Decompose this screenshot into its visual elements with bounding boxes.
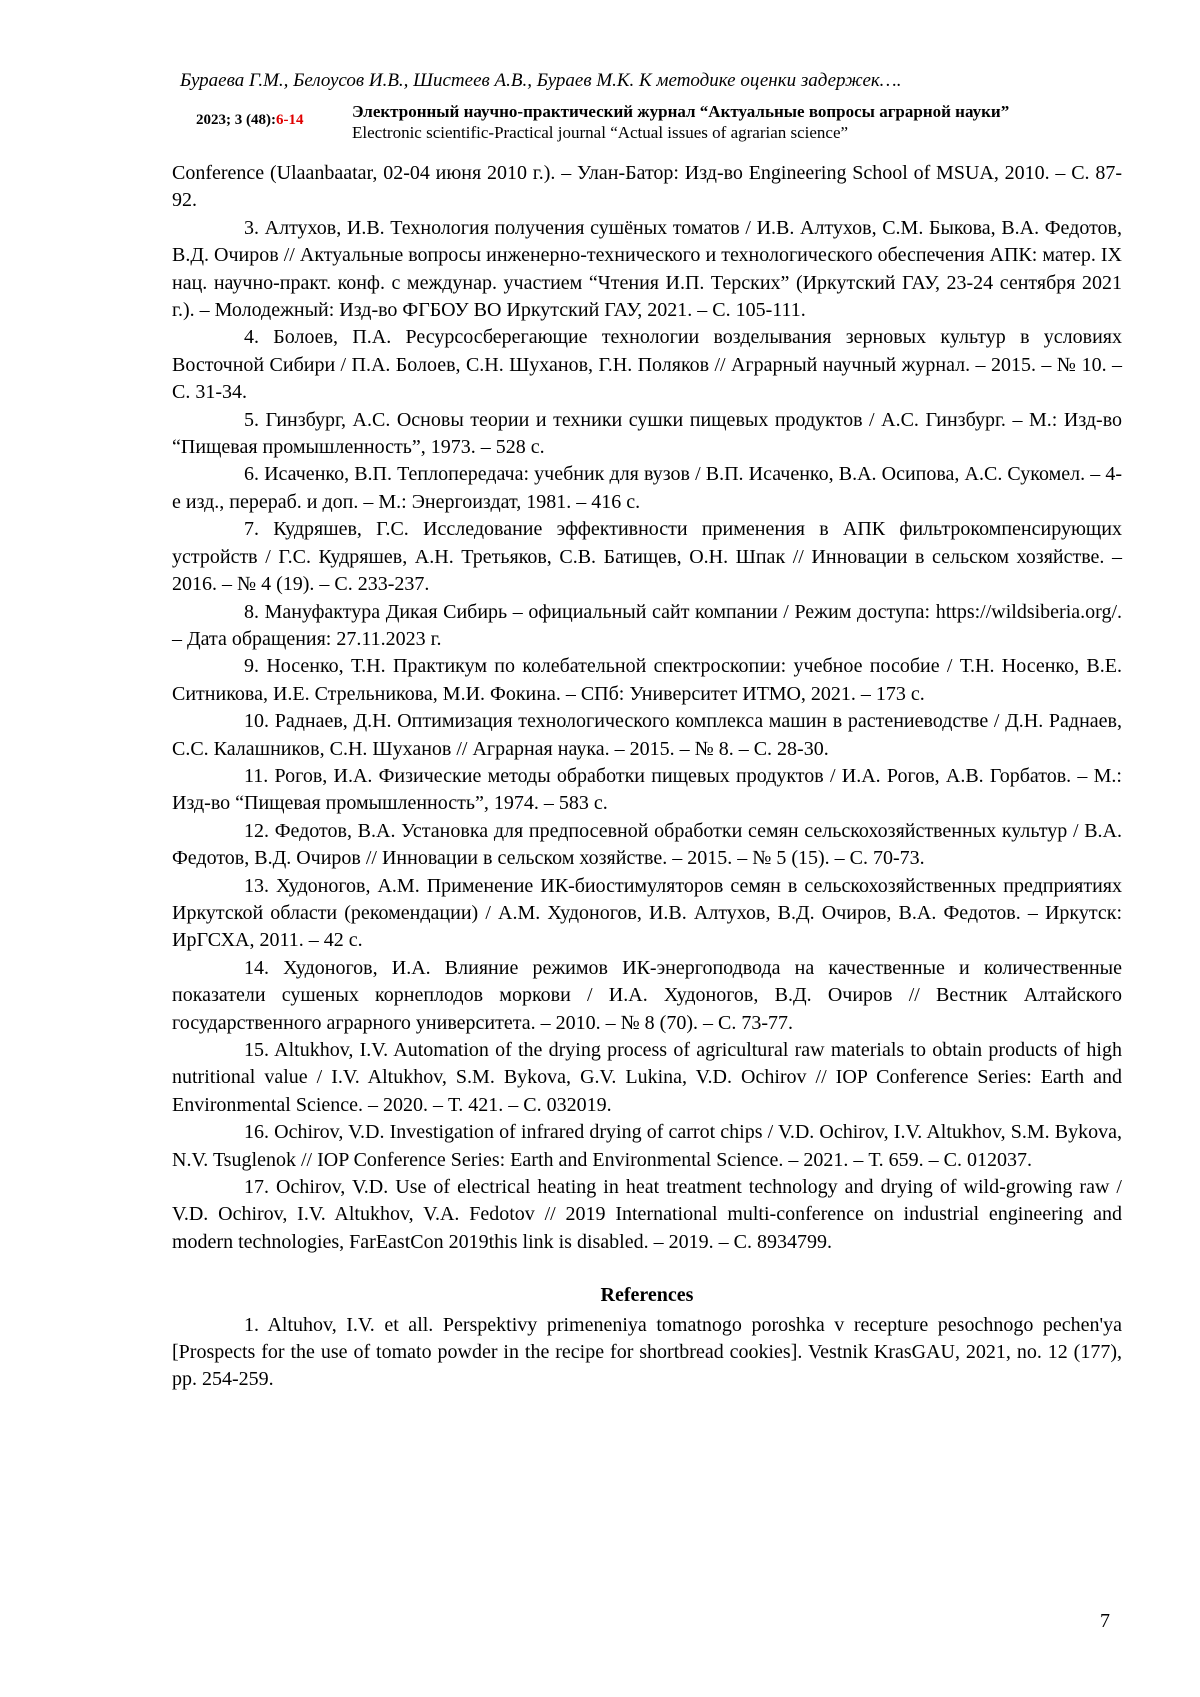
issue-info — [196, 112, 303, 129]
running-head: Бураева Г.М., Белоусов И.В., Шистеев А.В., Бураев М.К. К методике оценки задержек…. — [180, 70, 902, 91]
journal-header — [180, 102, 1120, 144]
english-reference-item: 1. Altuhov, I.V. et all. Perspektivy primeneniya tomatnogo poroshka v recepture pesochnogo pechen'ya [Prospects for the use of tomato powder in the recipe for shortbread cookies]. Vestnik KrasGAU, 2021, no. 12 (177), pp. 254-259. — [172, 1313, 1122, 1391]
reference-item: 11. Рогов, И.А. Физические методы обработки пищевых продуктов / И.А. Рогов, А.В. Горбатов. – М.: Изд-во “Пищевая промышленность”, 1974. – 583 с. — [172, 764, 1122, 815]
issue-pages: 6-14 — [275, 112, 304, 128]
reference-item: 9. Носенко, Т.Н. Практикум по колебательной спектроскопии: учебное пособие / Т.Н. Носенко, В.Е. Ситникова, И.Е. Стрельникова, М.И. Фокина. – СПб: Университет ИТМО, 2021. – 173 с. — [172, 655, 1122, 705]
reference-item: 4. Болоев, П.А. Ресурсосберегающие технологии возделывания зерновых культур в условиях Восточной Сибири / П.А. Болоев, С.Н. Шуханов, Г.Н. Поляков // Аграрный научный журнал. – 2015. – № 10. – С. 31-34. — [172, 326, 1122, 404]
reference-item: 7. Кудряшев, Г.С. Исследование эффективности применения в АПК фильтрокомпенсирующих устройств / Г.С. Кудряшев, А.Н. Третьяков, С.В. Батищев, О.Н. Шпак // Инновации в сельском хозяйстве. – 2016. – № 4 (19). – С. 233-237. — [172, 518, 1122, 596]
reference-item: 5. Гинзбург, А.С. Основы теории и техники сушки пищевых продуктов / А.С. Гинзбург. – М.: Изд-во “Пищевая промышленность”, 1973. – 528 с. — [172, 408, 1122, 459]
reference-item: 14. Худоногов, И.А. Влияние режимов ИК-энергоподвода на качественные и количественные показатели сушеных корнеплодов моркови / И.А. Худоногов, В.Д. Очиров // Вестник Алтайского государственного аграрного университета. – 2010. – № 8 (70). – С. 73-77. — [172, 956, 1122, 1034]
reference-item: 10. Раднаев, Д.Н. Оптимизация технологического комплекса машин в растениеводстве / Д.Н. Раднаев, С.С. Калашников, С.Н. Шуханов // Аграрная наука. – 2015. – № 8. – С. 28-30. — [172, 710, 1122, 760]
reference-item: 3. Алтухов, И.В. Технология получения сушёных томатов / И.В. Алтухов, С.М. Быкова, В.А. Федотов, В.Д. Очиров // Актуальные вопросы инженерно-технического и технологического обеспечения АПК: матер. IX нац. научно-практ. конф. с междунар. участием “Чтения И.П. Терских” (Иркутский ГАУ, 23-24 сентября 2021 г.). – Молодежный: Изд-во ФГБОУ ВО Иркутский ГАУ, 2021. – С. 105-111. — [172, 216, 1122, 322]
reference-item: 6. Исаченко, В.П. Теплопередача: учебник для вузов / В.П. Исаченко, В.А. Осипова, А.С. Сукомел. – 4-е изд., перераб. и доп. – М.: Энергоиздат, 1981. – 416 с. — [172, 463, 1122, 513]
journal-title-en: Electronic scientific-Practical journal “Actual issues of agrarian science” — [352, 123, 849, 142]
reference-item: 15. Altukhov, I.V. Automation of the drying process of agricultural raw materials to obtain products of high nutritional value / I.V. Altukhov, S.M. Bykova, G.V. Lukina, V.D. Ochirov // IOP Conference Series: Earth and Environmental Science. – 2020. – Т. 421. – С. 032019. — [172, 1039, 1122, 1116]
journal-title-ru: Электронный научно-практический журнал “Актуальные вопросы аграрной науки” — [352, 102, 1010, 121]
continuation-text: Conference (Ulaanbaatar, 02-04 июня 2010 г.). – Улан-Батор: Изд-во Engineering School of MSUA, 2010. – С. 87-92. — [172, 162, 1122, 212]
references-heading: References — [600, 1284, 694, 1307]
reference-item: 16. Ochirov, V.D. Investigation of infrared drying of carrot chips / V.D. Ochirov, I.V. Altukhov, S.M. Bykova, N.V. Tsuglenok // IOP Conference Series: Earth and Environmental Science. – 2021. – Т. 659. – С. 012037. — [172, 1121, 1122, 1171]
page-number: 7 — [1100, 1610, 1110, 1632]
reference-item: 17. Ochirov, V.D. Use of electrical heating in heat treatment technology and drying of wild-growing raw / V.D. Ochirov, I.V. Altukhov, V.A. Fedotov // 2019 International multi-conference on industrial engineering and modern technologies, FarEastCon 2019this link is disabled. – 2019. – С. 8934799. — [172, 1176, 1122, 1253]
references-body — [172, 160, 1122, 1394]
reference-item: 8. Мануфактура Дикая Сибирь – официальный сайт компании / Режим доступа: https://wildsiberia.org/. – Дата обращения: 27.11.2023 г. — [172, 600, 1122, 650]
reference-item: 13. Худоногов, А.М. Применение ИК-биостимуляторов семян в сельскохозяйственных предприятиях Иркутской области (рекомендации) / А.М. Худоногов, И.В. Алтухов, В.Д. Очиров, В.А. Федотов. – Иркутск: ИрГСХА, 2011. – 42 с. — [172, 874, 1122, 952]
issue-label: 2023; 3 (48): — [196, 112, 276, 128]
reference-item: 12. Федотов, В.А. Установка для предпосевной обработки семян сельскохозяйственных культур / В.А. Федотов, В.Д. Очиров // Инновации в сельском хозяйстве. – 2015. – № 5 (15). – С. 70-73. — [172, 819, 1122, 870]
